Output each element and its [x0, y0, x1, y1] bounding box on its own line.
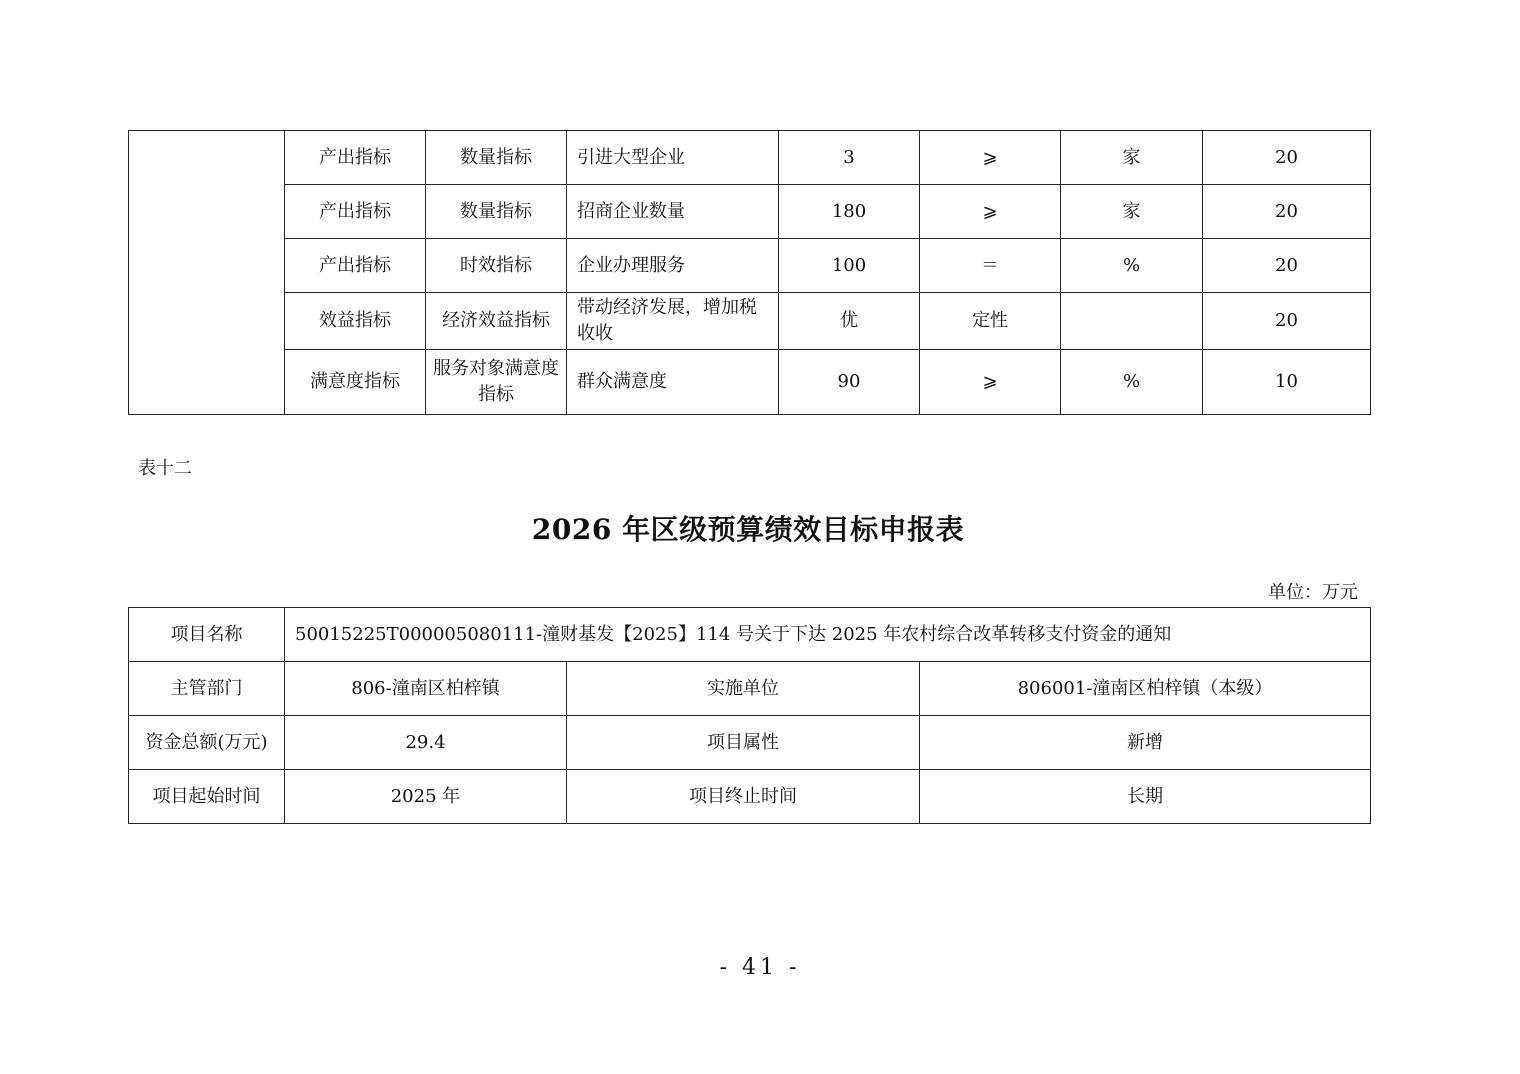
weight-cell: 10	[1203, 350, 1371, 415]
table-row	[129, 608, 1371, 662]
project-attr-label: 项目属性	[567, 716, 920, 770]
value-cell: 180	[779, 185, 920, 239]
dept-value: 806-潼南区柏梓镇	[285, 662, 567, 716]
indicator-cell: 招商企业数量	[567, 185, 779, 239]
weight-cell: 20	[1203, 239, 1371, 293]
weight-cell: 20	[1203, 131, 1371, 185]
funds-label: 资金总额(万元)	[129, 716, 285, 770]
indicator-cell: 带动经济发展，增加税收收	[567, 293, 779, 350]
unit-cell	[1061, 293, 1203, 350]
level1-cell: 效益指标	[285, 293, 426, 350]
end-time-value: 长期	[920, 770, 1371, 824]
indicator-cell: 引进大型企业	[567, 131, 779, 185]
operator-cell: ＝	[920, 239, 1061, 293]
operator-cell: ⩾	[920, 131, 1061, 185]
unit-cell: %	[1061, 239, 1203, 293]
project-name-value: 50015225T000005080111-潼财基发【2025】114 号关于下达 2025 年农村综合改革转移支付资金的通知	[285, 608, 1371, 662]
indicator-cell: 群众满意度	[567, 350, 779, 415]
level2-cell: 服务对象满意度指标	[426, 350, 567, 415]
project-info-table	[128, 607, 1371, 824]
operator-cell: ⩾	[920, 185, 1061, 239]
indicator-cell: 企业办理服务	[567, 239, 779, 293]
weight-cell: 20	[1203, 293, 1371, 350]
table-row	[129, 185, 1371, 239]
performance-indicator-table	[128, 130, 1371, 415]
page-title: 2026 年区级预算绩效目标申报表	[531, 513, 965, 546]
level1-cell: 产出指标	[285, 239, 426, 293]
merged-empty-cell	[129, 131, 285, 415]
value-cell: 优	[779, 293, 920, 350]
level1-cell: 产出指标	[285, 131, 426, 185]
level1-cell: 满意度指标	[285, 350, 426, 415]
start-time-value: 2025 年	[285, 770, 567, 824]
project-attr-value: 新增	[920, 716, 1371, 770]
unit-label: 单位：万元	[1268, 582, 1358, 603]
level2-cell: 数量指标	[426, 185, 567, 239]
level2-cell: 时效指标	[426, 239, 567, 293]
value-cell: 90	[779, 350, 920, 415]
table-row	[129, 662, 1371, 716]
dept-label: 主管部门	[129, 662, 285, 716]
level2-cell: 经济效益指标	[426, 293, 567, 350]
level1-cell: 产出指标	[285, 185, 426, 239]
page-number: - 41 -	[719, 955, 801, 980]
table-row	[129, 350, 1371, 415]
level2-cell: 数量指标	[426, 131, 567, 185]
operator-cell: ⩾	[920, 350, 1061, 415]
start-time-label: 项目起始时间	[129, 770, 285, 824]
project-name-label: 项目名称	[129, 608, 285, 662]
impl-unit-label: 实施单位	[567, 662, 920, 716]
table-number: 表十二	[138, 458, 192, 479]
unit-cell: 家	[1061, 131, 1203, 185]
table-row	[129, 239, 1371, 293]
unit-cell: %	[1061, 350, 1203, 415]
end-time-label: 项目终止时间	[567, 770, 920, 824]
operator-cell: 定性	[920, 293, 1061, 350]
table-row	[129, 716, 1371, 770]
value-cell: 100	[779, 239, 920, 293]
table-row	[129, 131, 1371, 185]
funds-value: 29.4	[285, 716, 567, 770]
impl-unit-value: 806001-潼南区柏梓镇（本级）	[920, 662, 1371, 716]
table-row	[129, 293, 1371, 350]
table-row	[129, 770, 1371, 824]
unit-cell: 家	[1061, 185, 1203, 239]
weight-cell: 20	[1203, 185, 1371, 239]
value-cell: 3	[779, 131, 920, 185]
